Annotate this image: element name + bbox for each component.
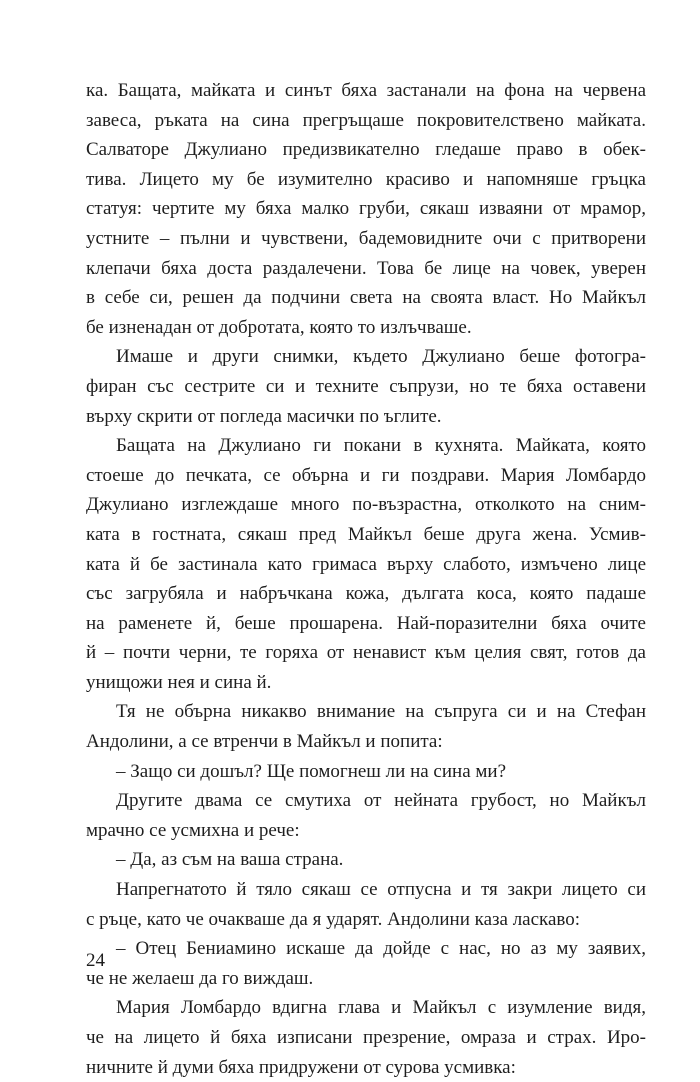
text-line: устните – пълни и чувствени, бадемовидните очи с притворени	[86, 227, 646, 249]
text-line: унищожи нея и сина й.	[86, 671, 272, 693]
text-line: статуя: чертите му бяха малко груби, сякаш изваяни от мрамор,	[86, 198, 646, 220]
text-line: Мария Ломбардо вдигна глава и Майкъл с изумление видя,	[116, 997, 646, 1019]
text-line: ка. Бащата, майката и синът бяха застанали на фона на червена	[86, 80, 646, 101]
text-line: ничните й думи бяха придружени от сурова усмивка:	[86, 1056, 516, 1078]
text-line: Имаше и други снимки, където Джулиано беше фотогра-	[116, 346, 646, 368]
text-line: че не желаеш да го виждаш.	[86, 967, 314, 989]
text-line: с ръце, като че очакваше да я ударят. Андолини каза ласкаво:	[86, 908, 581, 930]
text-line: – Отец Бениамино искаше да дойде с нас, но аз му заявих,	[116, 938, 646, 960]
text-line: Андолини, а се втренчи в Майкъл и попита:	[86, 731, 443, 753]
text-line: върху скрити от погледа масички по ъглите.	[86, 405, 442, 427]
text-line: бе изненадан от добротата, която то излъчваше.	[86, 316, 472, 338]
text-line: й – почти черни, те горяха от ненавист към целия свят, готов да	[86, 642, 646, 664]
text-line: Напрегнатото й тяло сякаш се отпусна и тя закри лицето си	[116, 879, 646, 901]
text-line: мрачно се усмихна и рече:	[86, 819, 300, 841]
text-line: със загрубяла и набръчкана кожа, дългата коса, която падаше	[86, 583, 646, 605]
text-line: Другите двама се смутиха от нейната грубост, но Майкъл	[116, 790, 646, 812]
text-line: – Да, аз съм на ваша страна.	[116, 849, 344, 871]
text-line: фиран със сестрите си и техните съпрузи, но те бяха оставени	[86, 375, 646, 397]
text-line: Салваторе Джулиано предизвикателно гледаше право в обек-	[86, 139, 646, 161]
body-text	[86, 76, 646, 1082]
text-line: тива. Лицето му бе изумително красиво и напомняше гръцка	[86, 168, 646, 190]
text-line: Бащата на Джулиано ги покани в кухнята. Майката, която	[116, 435, 646, 457]
text-line: в себе си, решен да подчини света на своята власт. Но Майкъл	[86, 287, 646, 309]
text-line: завеса, ръката на сина прегръщаше покровителствено майката.	[86, 109, 646, 131]
text-line: ката в гостната, сякаш пред Майкъл беше друга жена. Усмив-	[86, 523, 646, 545]
page-number: 24	[86, 950, 105, 971]
text-line: стоеше до печката, се обърна и ги поздрави. Мария Ломбардо	[86, 464, 646, 486]
text-line: Тя не обърна никакво внимание на съпруга си и на Стефан	[116, 701, 646, 723]
text-line: ката й бе застинала като гримаса върху слабото, измъчено лице	[86, 553, 646, 575]
text-line: – Защо си дошъл? Ще помогнеш ли на сина ми?	[116, 760, 507, 782]
text-line: Джулиано изглеждаше много по-възрастна, отколкото на сним-	[86, 494, 646, 516]
text-line: на раменете й, беше прошарена. Най-поразителни бяха очите	[86, 612, 646, 634]
text-line: клепачи бяха доста раздалечени. Това бе лице на човек, уверен	[86, 257, 646, 279]
text-line: че на лицето й бяха изписани презрение, омраза и страх. Иро-	[86, 1027, 646, 1048]
